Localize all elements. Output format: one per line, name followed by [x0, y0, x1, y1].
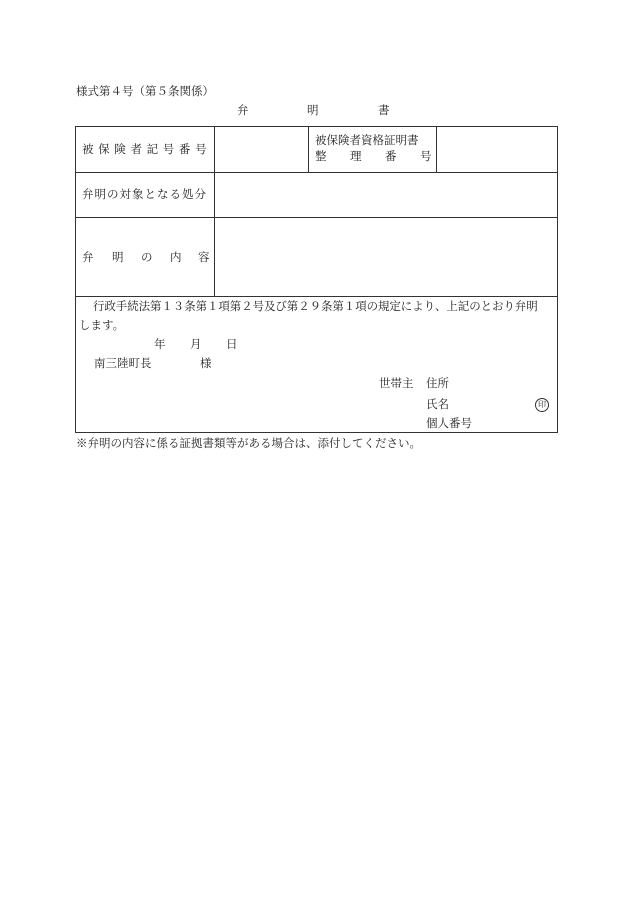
- insured-number-field[interactable]: [216, 128, 307, 171]
- date-year: 年: [154, 337, 166, 351]
- date-day: 日: [226, 337, 238, 351]
- address-label: 住所: [426, 376, 449, 390]
- row-divider: [75, 296, 558, 297]
- content-label-1: 弁: [82, 250, 94, 264]
- certificate-number-field[interactable]: [438, 128, 556, 171]
- certificate-label-line1: 被保険者資格証明書: [315, 133, 419, 147]
- statement-line1: 行政手続法第１３条第１項第２号及び第２９条第１項の規定により、上記のとおり弁明: [93, 299, 538, 313]
- addressee: 南三陸町長: [94, 356, 152, 370]
- content-label-2: 明: [112, 250, 124, 264]
- personal-number-label: 個人番号: [426, 416, 472, 430]
- name-label: 氏名: [426, 397, 449, 411]
- document-title-1: 弁: [237, 103, 249, 117]
- statement-line2: します。: [79, 318, 125, 332]
- form-number: 様式第４号（第５条関係）: [76, 84, 214, 98]
- honorific: 様: [200, 356, 212, 370]
- table-border-bottom: [75, 432, 558, 433]
- document-title-2: 明: [307, 103, 319, 117]
- content-label-3: の: [141, 250, 153, 264]
- date-month: 月: [190, 337, 202, 351]
- table-border-top: [75, 126, 558, 127]
- seal-icon: 印: [535, 398, 549, 412]
- certificate-label-line2-4: 号: [420, 149, 432, 163]
- document-title-3: 書: [378, 103, 390, 117]
- certificate-label-line2-3: 番: [385, 149, 397, 163]
- col-divider: [214, 126, 215, 296]
- row-divider: [75, 172, 558, 173]
- disposition-label: 弁明の対象となる処分: [82, 187, 207, 201]
- disposition-field[interactable]: [216, 174, 556, 216]
- content-label-4: 内: [170, 250, 182, 264]
- certificate-label-line2-1: 整: [315, 149, 327, 163]
- insured-number-label: 被 保 険 者 記 号 番 号: [82, 142, 208, 156]
- content-label-5: 容: [198, 250, 210, 264]
- row-divider: [75, 217, 558, 218]
- content-field[interactable]: [216, 219, 556, 295]
- col-divider: [436, 126, 437, 172]
- col-divider: [308, 126, 309, 172]
- certificate-label-line2-2: 理: [350, 149, 362, 163]
- householder-label: 世帯主: [379, 376, 414, 390]
- attachment-note: ※弁明の内容に係る証拠書類等がある場合は、添付してください。: [76, 436, 421, 450]
